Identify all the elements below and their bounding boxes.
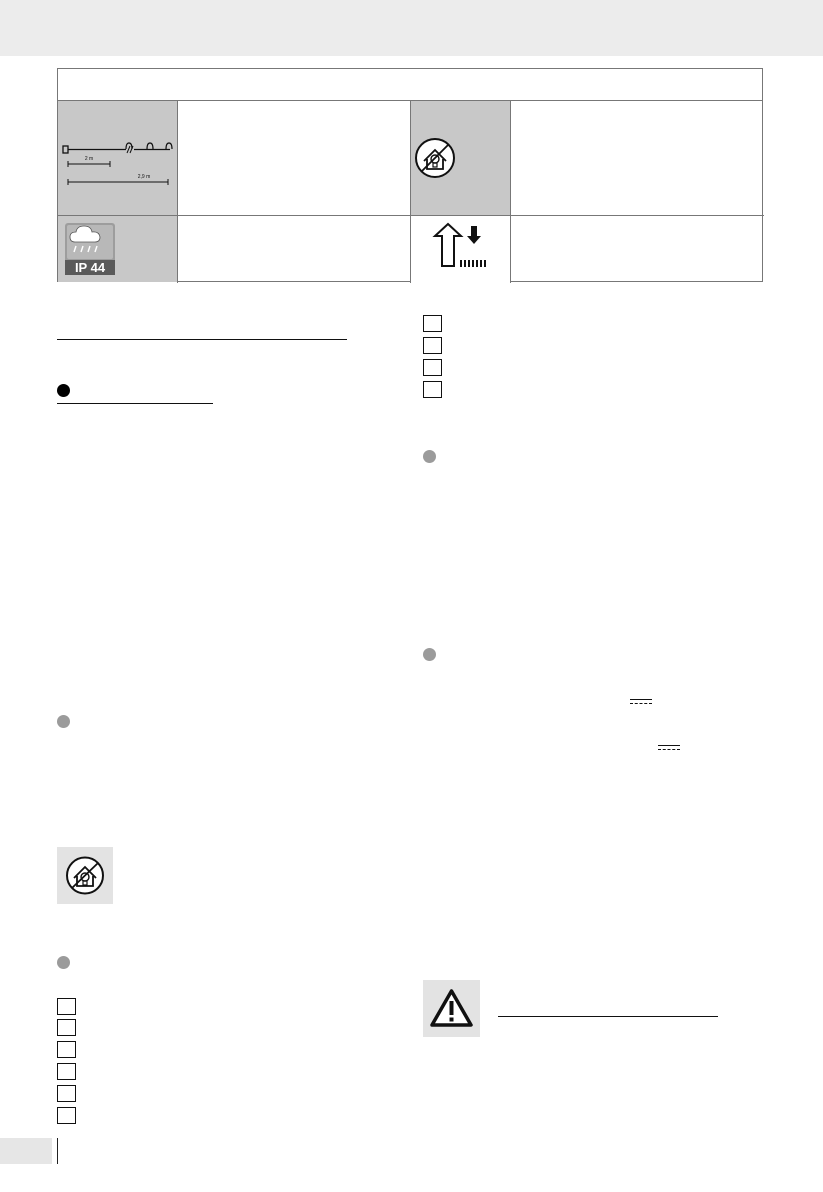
bullet-gray-icon (423, 648, 436, 661)
dc-current-symbol (630, 699, 652, 704)
ip44-rating-icon (58, 216, 177, 282)
item-checkbox (57, 1085, 76, 1102)
item-checkbox (423, 359, 442, 376)
transformer-cell (411, 216, 510, 282)
item-checkbox (423, 337, 442, 354)
ip44-cell (58, 216, 177, 282)
page-number-box (0, 1138, 52, 1164)
warning-icon-box (423, 980, 480, 1037)
cable-length-long: 2,9 m (137, 174, 151, 180)
table-divider (410, 101, 411, 283)
warning-heading-rule (498, 1016, 718, 1017)
top-bar (0, 0, 823, 56)
table-divider (510, 101, 511, 283)
indoor-use-only-icon (411, 101, 510, 215)
footer-separator (57, 1138, 58, 1164)
dc-current-symbol (658, 745, 680, 750)
item-checkbox (57, 1019, 76, 1036)
item-checkbox (423, 315, 442, 332)
cable-length-short: 2 m (84, 156, 94, 162)
warning-triangle-icon (423, 980, 480, 1037)
subsection-rule (57, 403, 213, 404)
table-divider (58, 215, 764, 216)
cable-diagram-cell (58, 101, 177, 215)
item-checkbox (57, 998, 76, 1015)
cable-diagram-icon (58, 101, 177, 215)
item-checkbox (57, 1041, 76, 1058)
indoor-use-cell (411, 101, 510, 215)
bullet-gray-icon (423, 450, 436, 463)
bullet-gray-icon (57, 956, 70, 969)
bullet-black-icon (57, 384, 70, 397)
symbol-table (57, 68, 763, 282)
indoor-use-icon-box (57, 847, 113, 904)
table-divider (177, 101, 178, 283)
ip44-label: IP 44 (74, 260, 106, 275)
symbol-table-header (58, 69, 762, 101)
item-checkbox (57, 1063, 76, 1080)
bullet-gray-icon (57, 715, 70, 728)
item-checkbox (57, 1107, 76, 1124)
section-title-rule (57, 339, 347, 340)
item-checkbox (423, 381, 442, 398)
safety-transformer-icon (411, 216, 510, 282)
indoor-use-only-icon (57, 847, 113, 904)
